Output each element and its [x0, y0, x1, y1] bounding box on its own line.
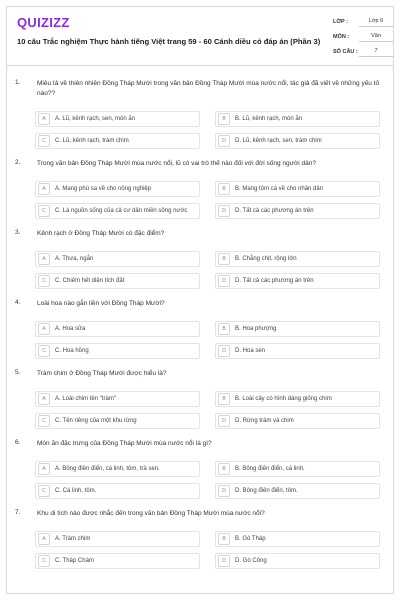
- option-text: D. Hoa sen: [235, 348, 266, 354]
- meta-row-grade: [333, 15, 393, 28]
- option-text: D. Tất cả các phương án trên: [235, 208, 314, 214]
- answer-option-a[interactable]: [35, 251, 200, 267]
- option-letter-badge: C: [38, 555, 50, 567]
- option-text: A. Thưa, ngắn: [55, 256, 94, 262]
- question-text: Loài hoa nào gắn liền với Đồng Tháp Mười?: [37, 300, 165, 307]
- worksheet: [6, 6, 394, 594]
- answer-option-a[interactable]: [35, 111, 200, 127]
- option-text: A. Tràm chim: [55, 536, 91, 542]
- option-letter-badge: D: [218, 345, 230, 357]
- option-text: A. Lũ, kênh rạch, sen, món ăn: [55, 116, 136, 122]
- option-text: C. Hoa hồng: [55, 348, 89, 354]
- option-text: C. Tháp Chàm: [55, 558, 94, 564]
- option-text: B. Chằng chịt, rộng lớn: [235, 256, 297, 262]
- option-letter-badge: A: [38, 393, 50, 405]
- option-text: C. Là nguồn sống của cả cư dân miền sông nước: [55, 208, 188, 214]
- option-text: B. Gò Tháp: [235, 536, 266, 542]
- option-letter-badge: C: [38, 135, 50, 147]
- option-letter-badge: A: [38, 253, 50, 265]
- option-text: C. Lũ, kênh rạch, tràm chim: [55, 138, 129, 144]
- answer-option-c[interactable]: [35, 343, 200, 359]
- answer-option-b[interactable]: [215, 321, 380, 337]
- option-letter-badge: B: [218, 323, 230, 335]
- answer-option-c[interactable]: [35, 203, 200, 219]
- option-letter-badge: D: [218, 135, 230, 147]
- worksheet-title: 10 câu Trắc nghiệm Thực hành tiếng Việt trang 59 - 60 Cánh diều có đáp án (Phần 3): [17, 37, 321, 46]
- meta-row-subject: [333, 30, 393, 43]
- answer-option-b[interactable]: [215, 111, 380, 127]
- meta-row-count: [333, 45, 393, 58]
- answer-option-a[interactable]: [35, 531, 200, 547]
- question-number: 2.: [15, 159, 21, 166]
- answer-option-c[interactable]: [35, 133, 200, 149]
- option-text: D. Rừng tràm và chim: [235, 418, 294, 424]
- quizizz-logo: QUIZIZZ: [17, 15, 70, 30]
- answer-option-a[interactable]: [35, 181, 200, 197]
- option-text: A. Loài chim tên "tràm": [55, 396, 116, 402]
- answer-option-d[interactable]: [215, 273, 380, 289]
- option-letter-badge: B: [218, 253, 230, 265]
- answer-option-b[interactable]: [215, 251, 380, 267]
- option-text: A. Mang phù sa về cho nông nghiệp: [55, 186, 152, 192]
- answer-option-b[interactable]: [215, 461, 380, 477]
- option-letter-badge: D: [218, 415, 230, 427]
- option-letter-badge: A: [38, 113, 50, 125]
- answer-option-d[interactable]: [215, 413, 380, 429]
- question-number: 3.: [15, 229, 21, 236]
- meta-label: MÔN :: [333, 33, 350, 40]
- answer-option-c[interactable]: [35, 483, 200, 499]
- option-letter-badge: C: [38, 275, 50, 287]
- worksheet-header: [7, 7, 393, 66]
- meta-label: SỐ CÂU :: [333, 48, 358, 55]
- answer-option-d[interactable]: [215, 483, 380, 499]
- answer-option-c[interactable]: [35, 553, 200, 569]
- option-letter-badge: C: [38, 415, 50, 427]
- option-letter-badge: A: [38, 323, 50, 335]
- option-letter-badge: A: [38, 533, 50, 545]
- question-text: Khu di tích nào được nhắc đến trong văn bản Đồng Tháp Mười mùa nước nổi?: [37, 510, 265, 517]
- answer-option-a[interactable]: [35, 461, 200, 477]
- option-text: D. Gò Công: [235, 558, 267, 564]
- option-letter-badge: D: [218, 205, 230, 217]
- option-letter-badge: D: [218, 485, 230, 497]
- option-text: B. Loài cây có hình dáng giống chim: [235, 396, 332, 402]
- option-text: D. Lũ, kênh rạch, sen, tràm chim: [235, 138, 322, 144]
- question-text: Món ăn đặc trưng của Đồng Tháp Mười mùa nước nổi là gì?: [37, 440, 212, 447]
- option-text: B. Bông điên điển, cá linh.: [235, 466, 305, 472]
- worksheet-meta: [333, 15, 393, 60]
- option-text: B. Lũ, kênh rạch, món ăn: [235, 116, 303, 122]
- answer-option-a[interactable]: [35, 391, 200, 407]
- meta-value: Văn: [359, 31, 393, 42]
- question-text: Kênh rạch ở Đồng Tháp Mười có đặc điểm?: [37, 230, 165, 237]
- option-letter-badge: A: [38, 183, 50, 195]
- option-letter-badge: D: [218, 275, 230, 287]
- option-text: C. Tên riêng của một khu rừng: [55, 418, 137, 424]
- answer-option-a[interactable]: [35, 321, 200, 337]
- question-number: 5.: [15, 369, 21, 376]
- option-letter-badge: C: [38, 205, 50, 217]
- option-text: A. Bông điên điển, cá linh, tôm, trà sen.: [55, 466, 160, 472]
- answer-option-b[interactable]: [215, 181, 380, 197]
- answer-option-d[interactable]: [215, 343, 380, 359]
- option-letter-badge: B: [218, 183, 230, 195]
- option-text: A. Hoa sữa: [55, 326, 86, 332]
- option-text: B. Mang tôm cá về cho nhân dân: [235, 186, 324, 192]
- question-number: 4.: [15, 299, 21, 306]
- answer-option-d[interactable]: [215, 133, 380, 149]
- answer-option-d[interactable]: [215, 553, 380, 569]
- option-text: C. Cá linh, tôm.: [55, 488, 97, 494]
- question-text: Tràm chim ở Đồng Tháp Mười được hiểu là?: [37, 370, 167, 377]
- question-number: 7.: [15, 509, 21, 516]
- meta-value: 7: [359, 46, 393, 57]
- question-text: Miêu tả về thiên nhiên Đồng Tháp Mười trong văn bản Đồng Tháp Mười mùa nước nổi, tác giả đã viết về những yếu tố nào??: [37, 80, 380, 97]
- answer-option-b[interactable]: [215, 391, 380, 407]
- option-letter-badge: D: [218, 555, 230, 567]
- option-text: B. Hoa phượng: [235, 326, 277, 332]
- question-number: 1.: [15, 79, 21, 86]
- meta-label: LỚP :: [333, 18, 348, 25]
- option-text: C. Chiếm hết diện tích đất: [55, 278, 125, 284]
- option-letter-badge: B: [218, 533, 230, 545]
- answer-option-b[interactable]: [215, 531, 380, 547]
- option-text: D. Bông điên điển, tôm.: [235, 488, 298, 494]
- option-letter-badge: B: [218, 393, 230, 405]
- answer-option-c[interactable]: [35, 413, 200, 429]
- option-letter-badge: A: [38, 463, 50, 475]
- question-text: Trong văn bản Đồng Tháp Mười mùa nước nổi, lũ có vai trò thế nào đối với đời sống người dân?: [37, 160, 316, 167]
- option-letter-badge: C: [38, 345, 50, 357]
- question-number: 6.: [15, 439, 21, 446]
- option-letter-badge: C: [38, 485, 50, 497]
- meta-value: Lớp 6: [359, 16, 393, 27]
- option-letter-badge: B: [218, 113, 230, 125]
- option-letter-badge: B: [218, 463, 230, 475]
- option-text: D. Tất cả các phương án trên: [235, 278, 314, 284]
- answer-option-c[interactable]: [35, 273, 200, 289]
- answer-option-d[interactable]: [215, 203, 380, 219]
